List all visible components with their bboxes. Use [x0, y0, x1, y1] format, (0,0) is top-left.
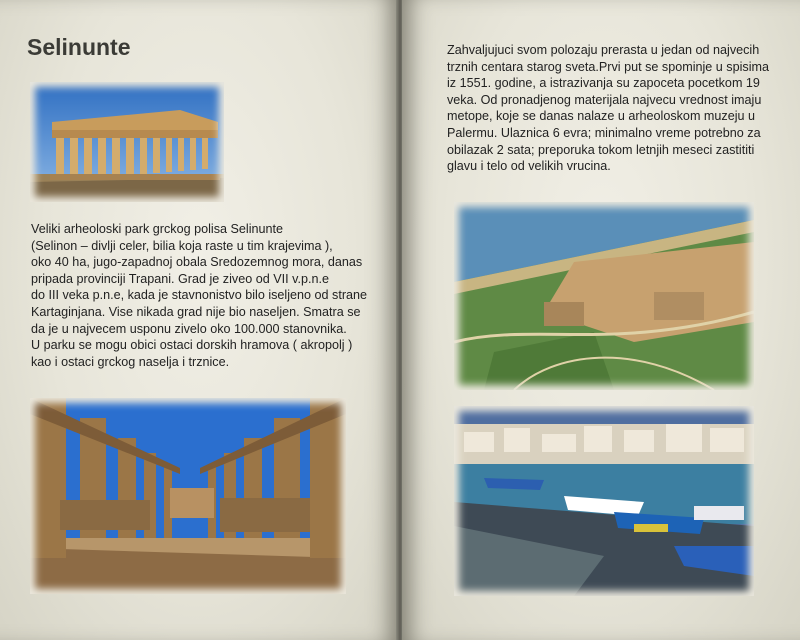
- aerial-photo: [454, 202, 754, 390]
- left-page: [0, 0, 398, 640]
- temple-photo: [30, 82, 224, 202]
- history-paragraph: Zahvaljujuci svom polozaju prerasta u jedan od najvecih trznih centara starog sveta.Prvi put se spominje u spisima iz 1551. godine, a istrazivanja su zapoceta pocetkom 19 veka. Od pronadjenog materijala najvecu vrednost imaju metope, koje se danas nalaze u arheoloskom muzeju u Palermu. Ulaznica 6 evra; minimalno vreme potrebno za obilazak 2 sata; preporuka tokom letnjih meseci zastititi glavu i telo od velikih vrucina.: [447, 43, 769, 174]
- right-page: [402, 0, 800, 640]
- intro-paragraph: Veliki arheoloski park grckog polisa Selinunte (Selinon – divlji celer, bilia koja raste u tim krajevima ), oko 40 ha, jugo-zapadnoj obala Sredozemnog mora, danas pripada provinciji Trapani. Grad je ziveo od VII v.p.n.e do III veka p.n.e, kada je stavnonistvo bilo iseljeno od strane Kartaginjana. Vise nikada grad nije bio naseljen. Smatra se da je u najvecem usponu zivelo oko 100.000 stanovnika. U parku se mogu obici ostaci dorskih hramova ( akropolj ) kao i ostaci grckog naselja i trznice.: [31, 222, 368, 369]
- colonnade-photo: [30, 398, 346, 594]
- page-title: Selinunte: [27, 34, 131, 60]
- harbor-photo: [454, 406, 754, 596]
